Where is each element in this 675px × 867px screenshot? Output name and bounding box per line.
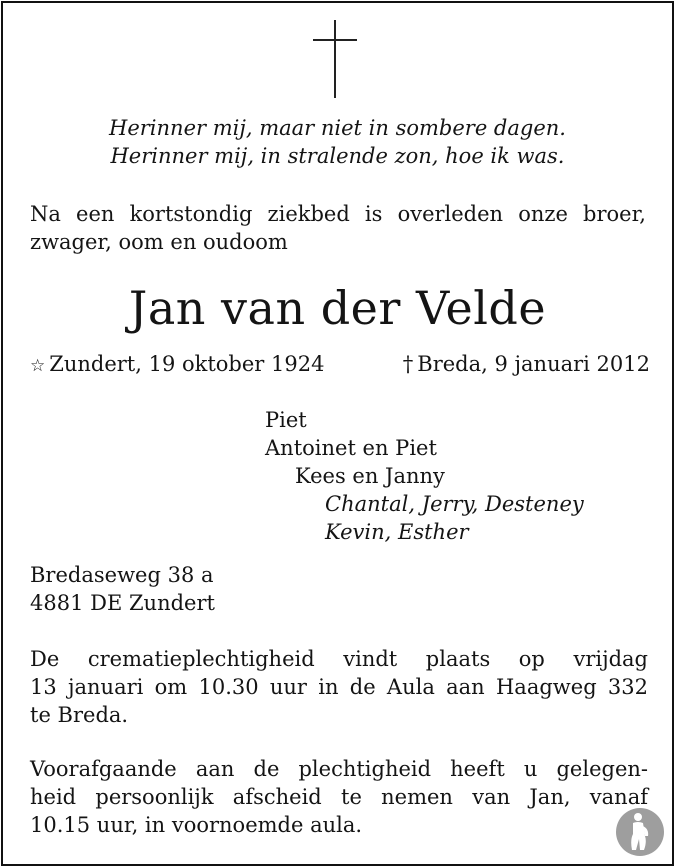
birth-place-date: Zundert, 19 oktober 1924 <box>49 352 325 376</box>
ceremony-line: 13 januari om 10.30 uur in de Aula aan Haagweg 332 <box>30 675 648 699</box>
farewell-info <box>30 755 648 839</box>
family-member: Chantal, Jerry, Desteney <box>325 492 584 516</box>
memorial-poem <box>0 114 675 170</box>
correspondence-address <box>30 561 215 617</box>
ceremony-info <box>30 645 648 729</box>
address-street: Bredaseweg 38 a <box>30 563 214 587</box>
poem-line: Herinner mij, maar niet in sombere dagen. <box>109 116 566 140</box>
dagger-icon: † <box>402 352 414 376</box>
announcement-intro <box>30 200 646 256</box>
farewell-line: 10.15 uur, in voornoemde aula. <box>30 813 363 837</box>
family-member: Kevin, Esther <box>325 520 469 544</box>
death-info <box>403 350 650 378</box>
poem-line: Herinner mij, in stralende zon, hoe ik was. <box>110 144 565 168</box>
family-member: Kees en Janny <box>295 464 445 488</box>
address-city: 4881 DE Zundert <box>30 591 215 615</box>
intro-line: zwager, oom en oudoom <box>30 230 288 254</box>
family-member: Piet <box>265 408 307 432</box>
ceremony-line: te Breda. <box>30 703 129 727</box>
intro-line: Na een kortstondig ziekbed is overleden onze broer, <box>30 202 646 226</box>
cross-icon <box>313 20 357 98</box>
birth-info <box>30 350 324 380</box>
farewell-line: Voorafgaande aan de plechtigheid heeft u gelegen- <box>30 757 648 781</box>
star-icon: ☆ <box>30 356 46 376</box>
publisher-logo-icon <box>614 806 666 858</box>
farewell-line: heid persoonlijk afscheid te nemen van Jan, vanaf <box>30 785 648 809</box>
ceremony-line: De crematieplechtigheid vindt plaats op vrijdag <box>30 647 648 671</box>
death-place-date: Breda, 9 januari 2012 <box>417 352 650 376</box>
family-member: Antoinet en Piet <box>265 436 437 460</box>
deceased-name: Jan van der Velde <box>128 281 547 335</box>
